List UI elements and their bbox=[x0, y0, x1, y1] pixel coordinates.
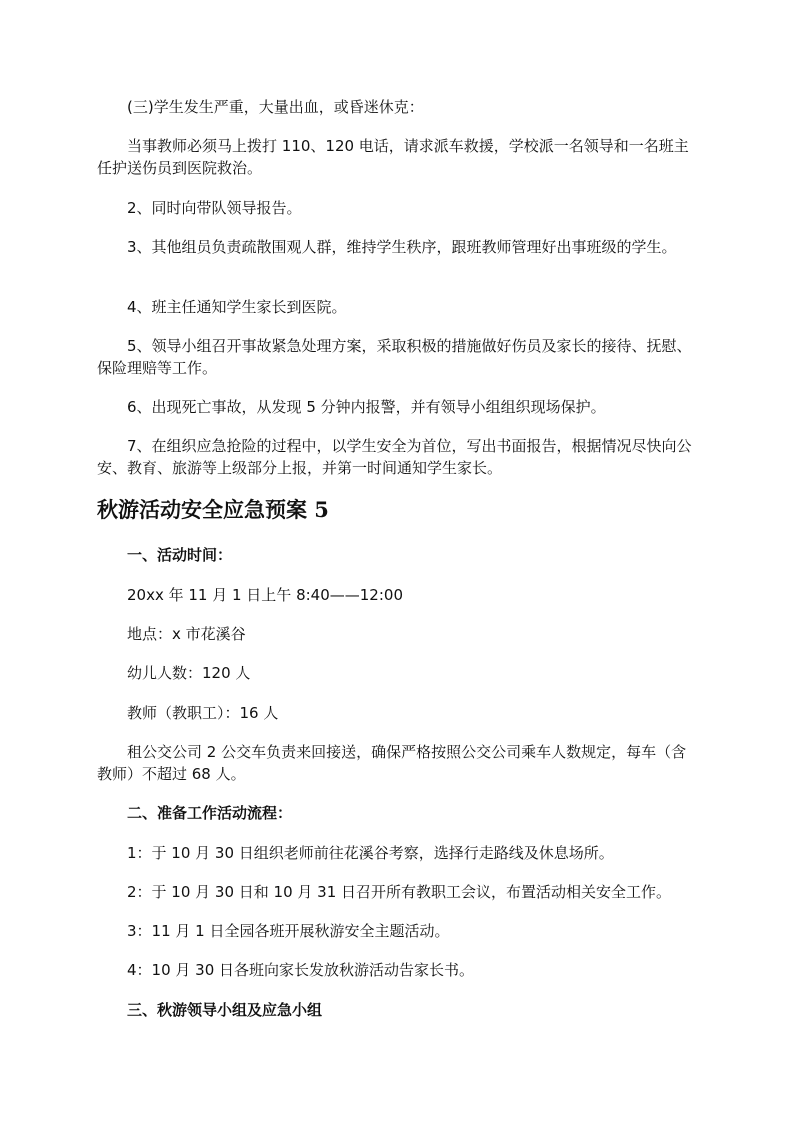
paragraph-teacher-call: 当事教师必须马上拨打 110、120 电话，请求派车救援，学校派一名领导和一名班主任护送伤员到医院救治。 bbox=[97, 137, 689, 177]
section-title: 秋游活动安全应急预案 5 bbox=[97, 497, 329, 522]
subheading-leadership-group: 三、秋游领导小组及应急小组 bbox=[127, 1001, 323, 1019]
activity-place: 地点：x 市花溪谷 bbox=[127, 625, 246, 643]
prep-step-2: 2：于 10 月 30 日和 10 月 31 日召开所有教职工会议，布置活动相关安全工作。 bbox=[127, 883, 672, 901]
children-count: 幼儿人数：120 人 bbox=[127, 664, 251, 682]
subheading-preparation: 二、准备工作活动流程： bbox=[127, 804, 293, 822]
subheading-activity-time: 一、活动时间： bbox=[127, 546, 233, 564]
paragraph-step-2: 2、同时向带队领导报告。 bbox=[127, 199, 302, 217]
paragraph-step-6: 6、出现死亡事故，从发现 5 分钟内报警，并有领导小组组织现场保护。 bbox=[127, 398, 606, 416]
prep-step-1: 1：于 10 月 30 日组织老师前往花溪谷考察，选择行走路线及休息场所。 bbox=[127, 844, 614, 862]
paragraph-step-5: 5、领导小组召开事故紧急处理方案，采取积极的措施做好伤员及家长的接待、抚慰、保险理赔等工作。 bbox=[97, 337, 692, 377]
prep-step-4: 4：10 月 30 日各班向家长发放秋游活动告家长书。 bbox=[127, 961, 475, 979]
teacher-count: 教师（教职工）：16 人 bbox=[127, 704, 279, 722]
paragraph-step-3: 3、其他组员负责疏散围观人群，维持学生秩序，跟班教师管理好出事班级的学生。 bbox=[127, 238, 677, 256]
activity-time-value: 20xx 年 11 月 1 日上午 8:40——12:00 bbox=[127, 586, 403, 604]
paragraph-situation-3: (三)学生发生严重，大量出血，或昏迷休克： bbox=[127, 98, 424, 116]
paragraph-step-7: 7、在组织应急抢险的过程中，以学生安全为首位，写出书面报告，根据情况尽快向公安、教育、旅游等上级部分上报，并第一时间通知学生家长。 bbox=[97, 437, 692, 477]
prep-step-3: 3：11 月 1 日全园各班开展秋游安全主题活动。 bbox=[127, 922, 450, 940]
bus-arrangement: 租公交公司 2 公交车负责来回接送，确保严格按照公交公司乘车人数规定，每车（含教师）不超过 68 人。 bbox=[97, 743, 687, 783]
paragraph-step-4: 4、班主任通知学生家长到医院。 bbox=[127, 298, 347, 316]
